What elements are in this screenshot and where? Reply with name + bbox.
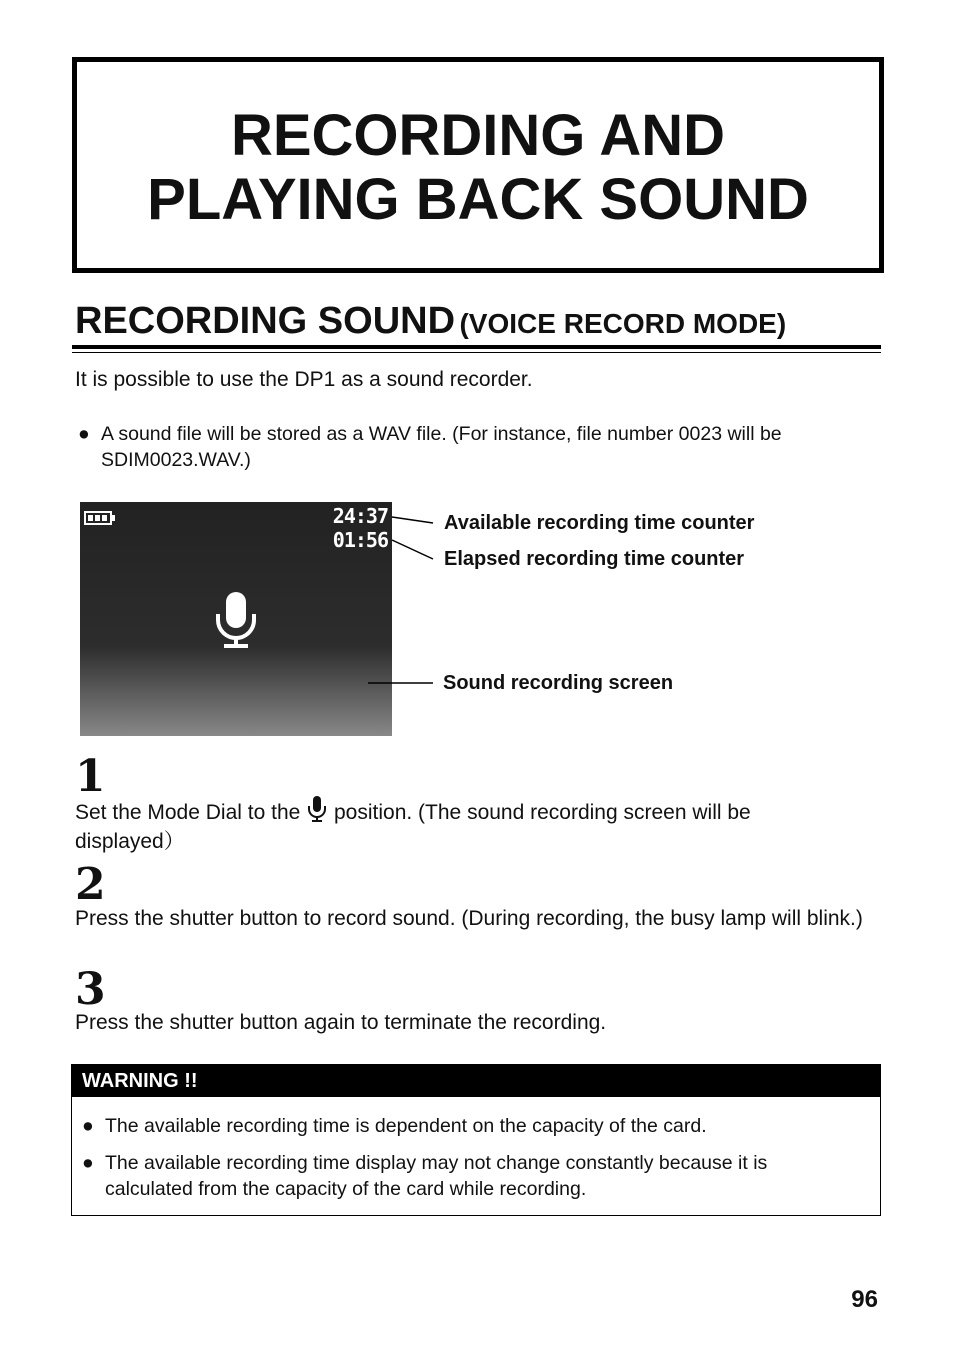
step-1-text: [75, 796, 878, 856]
chapter-title: [77, 104, 879, 232]
callout-recording-screen: Sound recording screen: [443, 672, 674, 694]
warning-heading: WARNING !!: [72, 1065, 880, 1097]
step-number-1: 1: [75, 751, 106, 802]
step-3-text: Press the shutter button again to terminate the recording.: [75, 1011, 607, 1034]
microphone-icon: [213, 590, 259, 650]
step-1-text-before: Set the Mode Dial to the: [75, 801, 301, 824]
warning-box: [71, 1064, 881, 1216]
mode-dial-microphone-icon: [306, 796, 328, 822]
battery-icon: [84, 511, 112, 525]
chapter-title-line1: RECORDING AND: [230, 103, 726, 168]
sound-recording-screen: [80, 502, 392, 736]
intro-text: It is possible to use the DP1 as a sound recorder.: [75, 368, 533, 391]
callout-elapsed-counter: Elapsed recording time counter: [444, 548, 745, 570]
section-heading-sub: (VOICE RECORD MODE): [459, 308, 787, 339]
section-rule-thick: [72, 345, 881, 349]
warning-item-2: [82, 1150, 872, 1202]
page-number: 96: [851, 1286, 878, 1313]
step-number-2: 2: [75, 859, 106, 910]
bullet-note-line1: A sound file will be stored as a WAV file. (For instance, file number 0023 will be: [101, 423, 782, 445]
warning-item-2-line2: calculated from the capacity of the card while recording.: [105, 1178, 587, 1200]
available-time-counter: 24:37: [332, 504, 388, 528]
warning-item-1-line1: The available recording time is dependent on the capacity of the card.: [105, 1115, 707, 1137]
section-rule-thin: [72, 352, 881, 353]
chapter-title-box: [72, 57, 884, 273]
bullet-note-line2: SDIM0023.WAV.): [101, 449, 251, 471]
callout-available-counter: Available recording time counter: [444, 512, 755, 534]
step-number-3: 3: [75, 964, 106, 1015]
step-2-text: Press the shutter button to record sound. (During recording, the busy lamp will blink.): [75, 907, 863, 930]
section-heading-main: RECORDING SOUND: [75, 300, 456, 342]
bullet-marker: ●: [82, 1152, 94, 1174]
chapter-title-line2: PLAYING BACK SOUND: [147, 167, 809, 232]
warning-item-2-line1: The available recording time display may not change constantly because it is: [105, 1152, 768, 1174]
elapsed-time-counter: 01:56: [332, 528, 388, 552]
section-heading: [75, 300, 881, 343]
bullet-marker: ●: [82, 1115, 94, 1137]
step-1-text-line2: displayed）: [75, 830, 185, 853]
bullet-note: [78, 421, 878, 473]
step-1-text-after: position. (The sound recording screen will be: [334, 801, 751, 824]
bullet-marker: ●: [78, 423, 90, 445]
